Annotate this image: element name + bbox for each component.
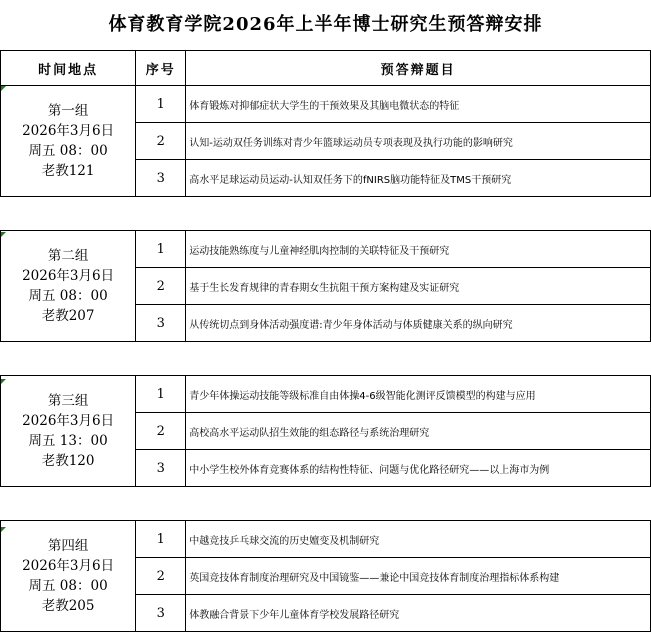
header-location: 时间地点 (1, 51, 136, 86)
group-spacer (1, 342, 651, 376)
group-name: 第三组 (47, 393, 89, 409)
group-spacer (1, 197, 651, 231)
item-number: 2 (136, 558, 186, 595)
item-topic: 认知-运动双任务训练对青少年篮球运动员专项表现及执行功能的影响研究 (186, 123, 651, 160)
item-number: 1 (136, 86, 186, 123)
spacer-cell (1, 342, 651, 376)
item-topic: 中小学生校外体育竞赛体系的结构性特征、问题与优化路径研究——以上海市为例 (186, 450, 651, 487)
spacer-cell (1, 197, 651, 231)
item-number: 2 (136, 268, 186, 305)
item-number: 2 (136, 413, 186, 450)
spacer-cell (1, 487, 651, 521)
item-topic: 体育锻炼对抑郁症状大学生的干预效果及其脑电微状态的特征 (186, 86, 651, 123)
group-time: 周五 08：00 (28, 143, 108, 159)
group-3-location-cell (1, 376, 136, 487)
header-topic: 预答辩题目 (186, 51, 651, 86)
item-number: 3 (136, 595, 186, 632)
group-4-location-cell (1, 521, 136, 632)
comment-marker-icon (1, 86, 6, 91)
group-time: 周五 13：00 (28, 433, 108, 449)
item-topic: 高校高水平运动队招生效能的组态路径与系统治理研究 (186, 413, 651, 450)
group-room: 老教205 (41, 598, 95, 614)
group-time: 周五 08：00 (28, 578, 108, 594)
group-room: 老教121 (41, 163, 95, 179)
group-name: 第四组 (47, 538, 89, 554)
item-number: 3 (136, 450, 186, 487)
page-title: 体育教育学院2026年上半年博士研究生预答辩安排 (108, 14, 543, 35)
group-room: 老教207 (41, 308, 95, 324)
group-spacer (1, 487, 651, 521)
item-topic: 体教融合背景下少年儿童体育学校发展路径研究 (186, 595, 651, 632)
comment-marker-icon (1, 379, 6, 384)
group-name: 第二组 (47, 248, 89, 264)
group-1-location-cell (1, 86, 136, 197)
group-date: 2026年3月6日 (22, 268, 115, 284)
group-date: 2026年3月6日 (22, 558, 115, 574)
table-header-row (1, 51, 651, 86)
schedule-table (0, 50, 651, 632)
group-date: 2026年3月6日 (22, 123, 115, 139)
item-topic: 从传统切点到身体活动强度谱:青少年身体活动与体质健康关系的纵向研究 (186, 305, 651, 342)
table-row (1, 376, 651, 413)
item-topic: 英国竞技体育制度治理研究及中国镜鉴——兼论中国竞技体育制度治理指标体系构建 (186, 558, 651, 595)
item-topic: 青少年体操运动技能等级标准自由体操4-6级智能化测评反馈模型的构建与应用 (186, 376, 651, 413)
group-room: 老教120 (41, 453, 95, 469)
comment-marker-icon (1, 232, 6, 237)
item-number: 2 (136, 123, 186, 160)
item-topic: 高水平足球运动员运动-认知双任务下的fNIRS脑功能特征及TMS干预研究 (186, 160, 651, 197)
item-number: 1 (136, 231, 186, 268)
group-time: 周五 08：00 (28, 288, 108, 304)
item-topic: 基于生长发育规律的青春期女生抗阻干预方案构建及实证研究 (186, 268, 651, 305)
table-row (1, 231, 651, 268)
item-number: 3 (136, 160, 186, 197)
table-row (1, 86, 651, 123)
item-topic: 运动技能熟练度与儿童神经肌肉控制的关联特征及干预研究 (186, 231, 651, 268)
item-number: 1 (136, 376, 186, 413)
group-2-location-cell (1, 231, 136, 342)
header-number: 序号 (136, 51, 186, 86)
item-number: 1 (136, 521, 186, 558)
item-topic: 中越竞技乒乓球交流的历史嬗变及机制研究 (186, 521, 651, 558)
item-number: 3 (136, 305, 186, 342)
comment-marker-icon (1, 527, 6, 532)
group-date: 2026年3月6日 (22, 413, 115, 429)
group-name: 第一组 (47, 103, 89, 119)
table-row (1, 521, 651, 558)
